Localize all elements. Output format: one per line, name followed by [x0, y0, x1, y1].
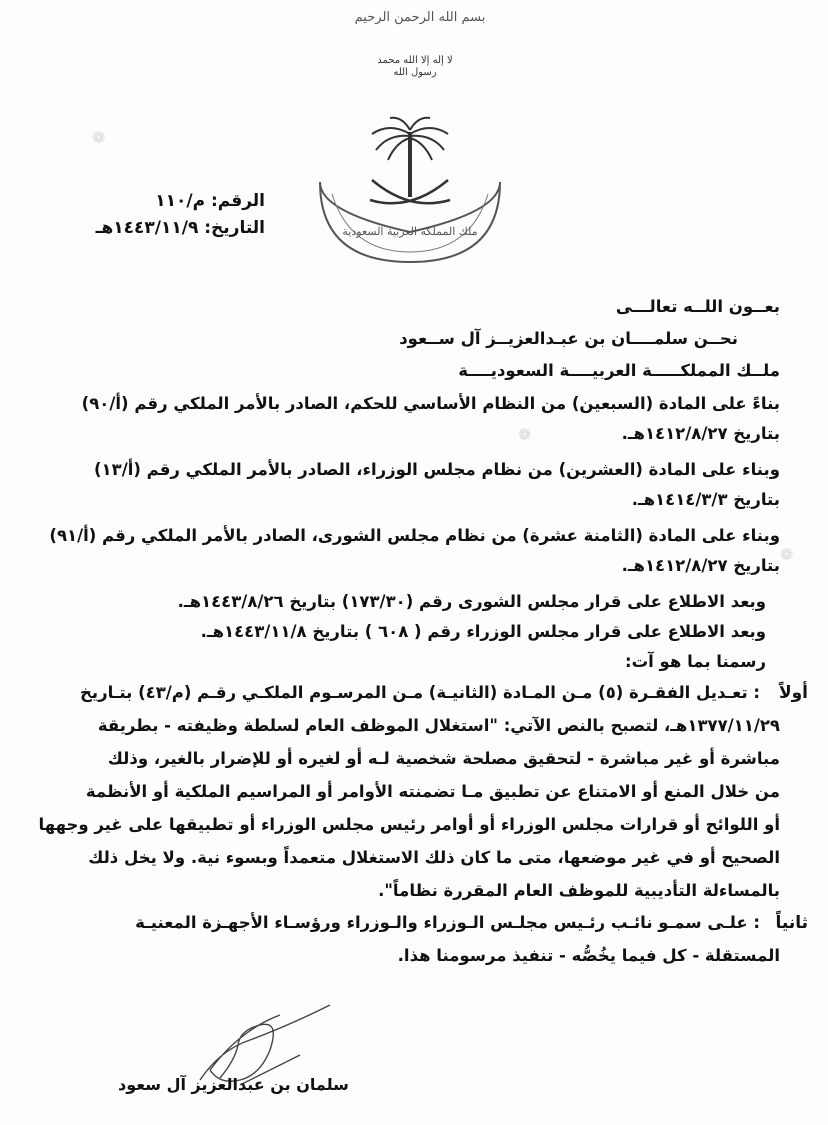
palm-tree-icon: [372, 118, 448, 197]
article-1-line: : تعـديل الفقـرة (٥) مـن المـادة (الثانيـة) مـن المرسـوم الملكـي رقـم (م/٤٣) بتـاريخ: [79, 683, 760, 702]
article-2-line: : علـى سمـو نائـب رئـيس مجلـس الـوزراء والـوزراء ورؤسـاء الأجهـزة المعنيـة: [135, 913, 760, 932]
consideration-line: بتاريخ ١٤١٢/٨/٢٧هـ.: [621, 556, 780, 575]
saudi-emblem-seal: [310, 112, 510, 272]
consideration-line: بناءً على المادة (السبعين) من النظام الأساسي للحكم، الصادر بالأمر الملكي رقم (أ/٩٠): [81, 394, 780, 413]
consideration-line: وبعد الاطلاع على قرار مجلس الوزراء رقم ( ٦٠٨ ) بتاريخ ١٤٤٣/١١/٨هـ.: [200, 622, 766, 641]
preamble-line-2: نحــن سلمــــان بن عبـدالعزيــز آل ســعود: [399, 329, 738, 348]
article-1-line: الصحيح أو في غير موضعها، متى ما كان ذلك الاستغلال متعمداً وبسوء نية. ولا يخل ذلك: [88, 848, 780, 867]
article-1-label: أولاً: [778, 683, 808, 703]
ref-date: التاريخ: ١٤٤٣/١١/٩هـ: [95, 218, 265, 238]
watermark-flower-icon: ❁: [518, 425, 532, 444]
article-2-line: المستقلة - كل فيما يخُصُّه - تنفيذ مرسومنا هذا.: [397, 946, 780, 965]
seal-text: ملك المملكة العربية السعودية: [342, 225, 478, 238]
article-1-line: بالمساءلة التأديبية للموظف العام المقررة نظاماً".: [378, 881, 780, 900]
shahada-calligraphy: لا إله إلا الله محمد رسول الله: [377, 55, 453, 78]
article-1-line: من خلال المنع أو الامتناع عن تطبيق مـا تضمنته الأوامر أو المراسيم الملكية أو الأنظمة: [85, 782, 780, 801]
article-2-label: ثانياً: [775, 913, 808, 933]
consideration-line: وبعد الاطلاع على قرار مجلس الشورى رقم (١٧٣/٣٠) بتاريخ ١٤٤٣/٨/٢٦هـ.: [177, 592, 766, 611]
signer-name: سلمان بن عبدالعزيز آل سعود: [118, 1075, 349, 1094]
watermark-flower-icon: ❁: [92, 128, 106, 147]
preamble-line-1: بعــون اللــه تعالـــى: [615, 297, 780, 316]
consideration-line: بتاريخ ١٤١٤/٣/٣هـ.: [631, 490, 780, 509]
preamble-line-3: ملــك المملكـــــة العربيــــة السعوديــــة: [458, 361, 780, 380]
consideration-line: رسمنا بما هو آت:: [624, 652, 766, 671]
consideration-line: وبناء على المادة (العشرين) من نظام مجلس الوزراء، الصادر بالأمر الملكي رقم (أ/١٣): [94, 460, 780, 479]
article-1-line: أو اللوائح أو قرارات مجلس الوزراء أو أوامر رئيس مجلس الوزراء أو تطبيقها على غير وجهها: [38, 815, 780, 834]
consideration-line: بتاريخ ١٤١٢/٨/٢٧هـ.: [621, 424, 780, 443]
watermark-flower-icon: ❁: [780, 545, 794, 564]
article-1-line: مباشرة أو غير مباشرة - لتحقيق مصلحة شخصية لـه أو لغيره أو للإضرار بالغير، وذلك: [107, 749, 780, 768]
basmala-text: بسم الله الرحمن الرحيم: [354, 10, 486, 25]
ref-number: الرقم: م/١١٠: [155, 191, 265, 211]
ref-block: [55, 188, 265, 242]
consideration-line: وبناء على المادة (الثامنة عشرة) من نظام مجلس الشورى، الصادر بالأمر الملكي رقم (أ/٩١): [49, 526, 780, 545]
article-1-line: ١٣٧٧/١١/٢٩هـ، لتصبح بالنص الآتي: "استغلال الموظف العام لسلطة وظيفته - بطريقة: [97, 716, 780, 735]
